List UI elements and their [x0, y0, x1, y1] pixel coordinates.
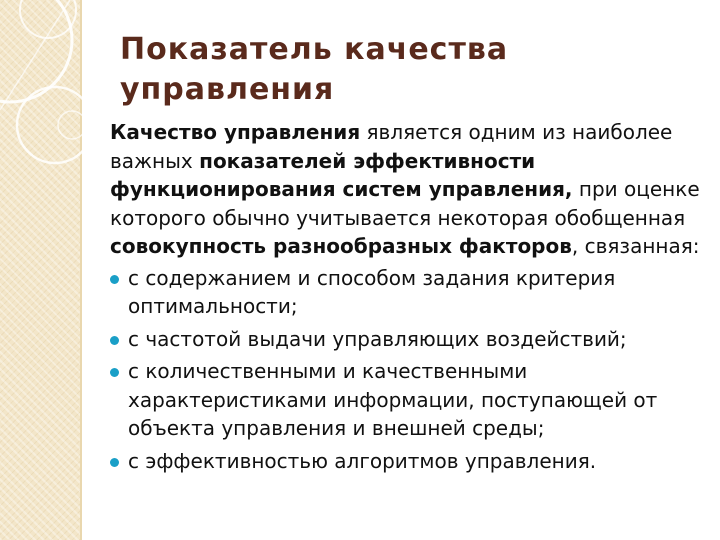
bullet-dot-icon [110, 275, 119, 284]
bullet-text: с частотой выдачи управляющих воздействий; [128, 326, 627, 351]
bullet-text: с содержанием и способом задания критерия оптимальности; [128, 265, 616, 318]
bullet-item [110, 357, 710, 443]
title-line-2: управления [120, 72, 335, 107]
intro-paragraph [110, 118, 710, 261]
bullet-text: с эффективностью алгоритмов управления. [128, 448, 597, 473]
bullet-list [110, 264, 710, 476]
circle-ornament-icon [0, 0, 100, 200]
bullet-text: с количественными и качественными характеристиками информации, поступающей от объекта управления и внешней среды; [128, 359, 658, 440]
term-bold-3: совокупность разнообразных факторов [110, 234, 572, 258]
term-bold-2: показателей эффективности функционирования систем управления, [110, 148, 573, 201]
title-line-1: Показатель качества [120, 32, 509, 67]
bullet-dot-icon [110, 336, 119, 345]
term-bold-1: Качество управления [110, 120, 361, 144]
bullet-item [110, 447, 710, 476]
slide-title [120, 30, 680, 110]
bullet-item [110, 325, 710, 354]
text-run-2: при оценке которого обычно учитывается некоторая обобщенная [110, 177, 700, 230]
slide-body [110, 118, 710, 479]
bullet-item [110, 264, 710, 321]
text-run-3: , связанная: [571, 234, 700, 258]
ornament-ring-small [17, 87, 93, 163]
ornament-ring-tiny [58, 111, 86, 139]
bullet-dot-icon [110, 368, 119, 377]
bullet-dot-icon [110, 458, 119, 467]
text-run-1: является одним из наиболее важных [110, 120, 673, 173]
